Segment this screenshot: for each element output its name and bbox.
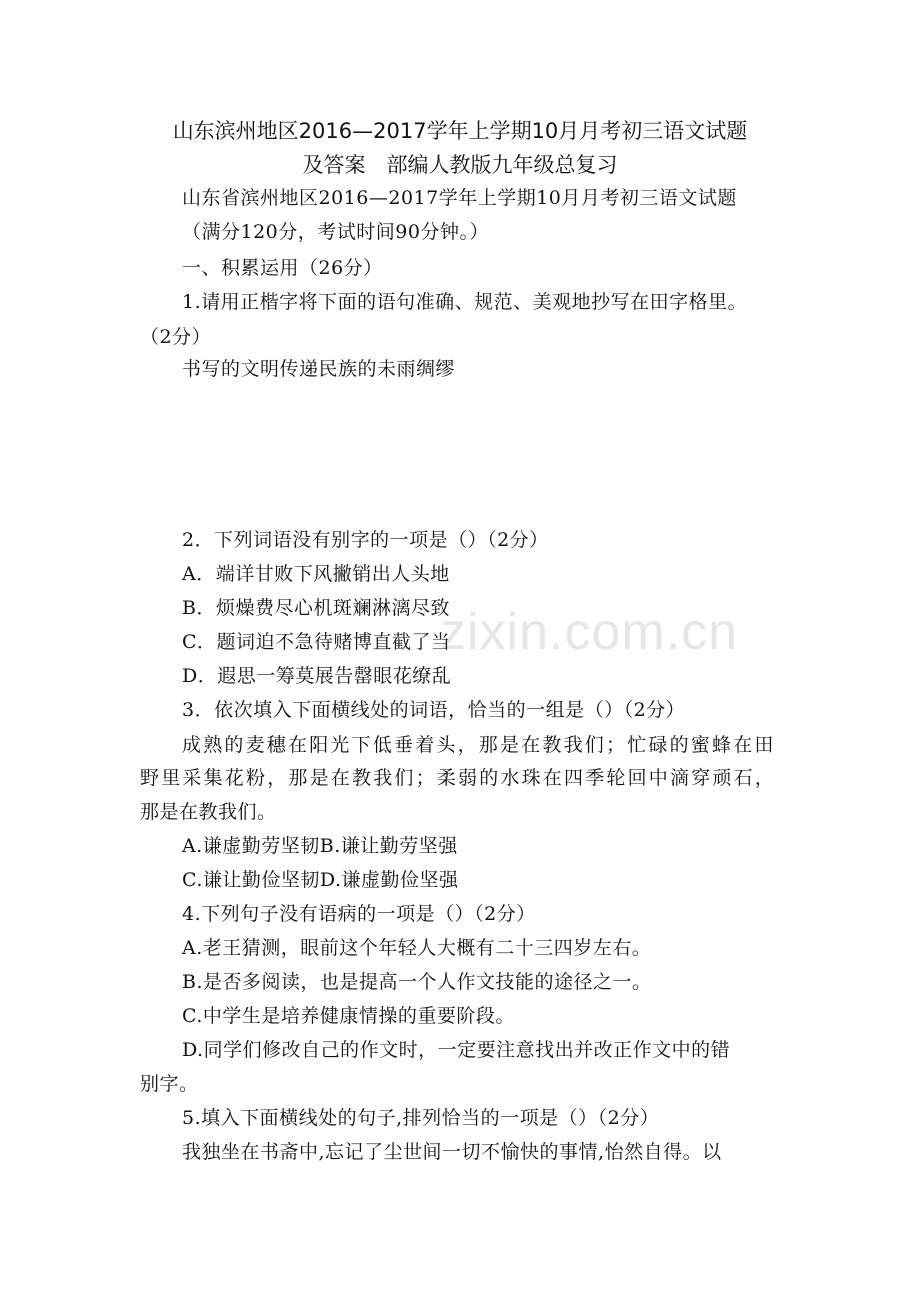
question-5: 5.填入下面横线处的句子,排列恰当的一项是（）（2分） bbox=[182, 1107, 660, 1129]
option-d: D.同学们修改自己的作文时，一定要注意找出并改正作文中的错 bbox=[182, 1039, 731, 1061]
exam-info: （满分120分，考试时间90分钟。） bbox=[182, 221, 489, 243]
option-c: C.中学生是培养健康情操的重要阶段。 bbox=[182, 1005, 515, 1027]
question-1: 1.请用正楷字将下面的语句准确、规范、美观地抄写在田字格里。 bbox=[182, 291, 748, 313]
passage-line: 野里采集花粉，那是在教我们；柔弱的水珠在四季轮回中滴穿顽石， bbox=[140, 767, 777, 789]
option-ab: A.谦虚勤劳坚韧B.谦让勤劳坚强 bbox=[182, 835, 458, 857]
option-d-continued: 别字。 bbox=[140, 1073, 199, 1095]
option-cd: C.谦让勤俭坚韧D.谦虚勤俭坚强 bbox=[182, 869, 459, 891]
question-4: 4.下列句子没有语病的一项是（）（2分） bbox=[182, 903, 536, 925]
passage-line: 那是在教我们。 bbox=[140, 801, 277, 823]
copy-sentence: 书写的文明传递民族的未雨绸缪 bbox=[182, 358, 456, 380]
section-heading: 一、积累运用（26分） bbox=[182, 257, 383, 279]
option-c: C．题词迫不急待赌博直截了当 bbox=[182, 631, 451, 653]
title-line-1: 山东滨州地区2016—2017学年上学期10月月考初三语文试题 bbox=[172, 119, 748, 143]
exam-header: 山东省滨州地区2016—2017学年上学期10月月考初三语文试题 bbox=[182, 187, 737, 209]
option-b: B．烦燥费尽心机斑斓淋漓尽致 bbox=[182, 597, 450, 619]
question-3: 3．依次填入下面横线处的词语，恰当的一组是（）（2分） bbox=[182, 699, 686, 721]
option-a: A.老王猜测，眼前这个年轻人大概有二十三四岁左右。 bbox=[182, 937, 652, 959]
document-title bbox=[140, 114, 780, 182]
watermark: zixin.com.cn bbox=[440, 603, 739, 661]
option-b: B.是否多阅读，也是提高一个人作文技能的途径之一。 bbox=[182, 971, 652, 993]
passage-line: 成熟的麦穗在阳光下低垂着头，那是在教我们；忙碌的蜜蜂在田 bbox=[182, 734, 776, 756]
option-a: A．端详甘败下风撇销出人头地 bbox=[182, 563, 450, 585]
option-d: D．遐思一筹莫展告罄眼花缭乱 bbox=[182, 665, 452, 687]
passage-line: 我独坐在书斋中,忘记了尘世间一切不愉快的事情,怡然自得。以 bbox=[182, 1141, 722, 1163]
question-1-score: （2分） bbox=[140, 326, 212, 348]
question-2: 2．下列词语没有别字的一项是（）（2分） bbox=[182, 529, 549, 551]
title-line-2: 及答案 部编人教版九年级总复习 bbox=[302, 153, 618, 177]
